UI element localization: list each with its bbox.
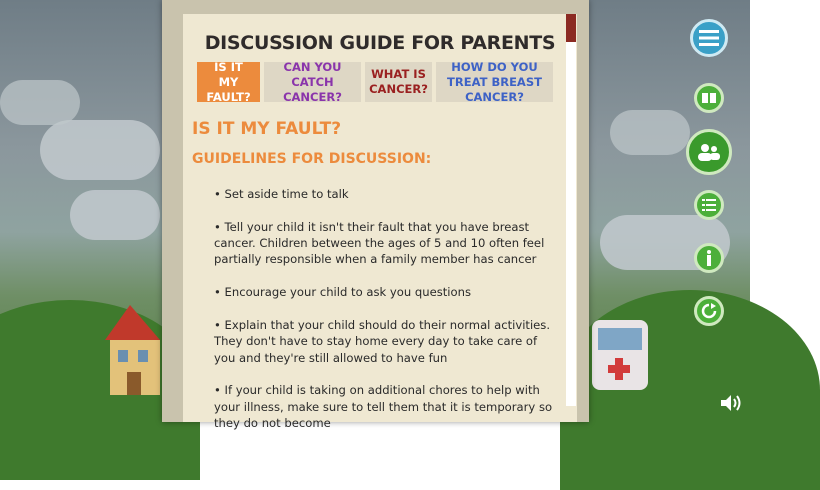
refresh-icon bbox=[701, 303, 717, 319]
cloud bbox=[0, 80, 80, 125]
info-icon bbox=[706, 250, 712, 266]
guide-panel[interactable] bbox=[183, 14, 577, 430]
tab-what-is-cancer[interactable]: WHAT IS CANCER? bbox=[365, 62, 432, 102]
refresh-button[interactable] bbox=[694, 296, 724, 326]
list-item: • Encourage your child to ask you questions bbox=[214, 285, 472, 300]
cloud bbox=[610, 110, 690, 155]
list-button[interactable] bbox=[694, 190, 724, 220]
cloud bbox=[70, 190, 160, 240]
people-icon bbox=[696, 142, 722, 162]
section-title: IS IT MY FAULT? bbox=[192, 119, 342, 139]
menu-button[interactable] bbox=[690, 19, 728, 57]
ambulance-illustration bbox=[590, 310, 650, 395]
book-button[interactable] bbox=[694, 83, 724, 113]
list-item: • If your child is taking on additional chores to help with your illness, make sure to tell them that it is temporary so they do not become bbox=[214, 383, 553, 430]
discussion-guide-button[interactable] bbox=[686, 129, 732, 175]
list-item: • Set aside time to talk bbox=[214, 187, 349, 201]
speaker-icon[interactable] bbox=[720, 393, 742, 413]
tab-how-do-you-treat-breast-cancer[interactable]: HOW DO YOU TREAT BREAST CANCER? bbox=[436, 62, 553, 102]
guidelines-list bbox=[214, 186, 559, 448]
list-icon bbox=[702, 199, 716, 211]
topic-tabs bbox=[197, 59, 553, 104]
tab-is-it-my-fault[interactable]: IS IT MY FAULT? bbox=[197, 62, 260, 102]
book-icon bbox=[701, 92, 717, 104]
list-item: • Explain that your child should do their normal activities. They don't have to stay home every day to take care of you and they're still allowed to have fun bbox=[214, 317, 551, 365]
house-illustration bbox=[100, 300, 170, 400]
menu-icon bbox=[699, 29, 719, 47]
list-item: • Tell your child it isn't their fault that you have breast cancer. Children between the ages of 5 and 10 often feel partially responsible when a family member has cancer bbox=[214, 219, 545, 267]
info-button[interactable] bbox=[694, 243, 724, 273]
scrollbar-track[interactable] bbox=[566, 14, 576, 406]
tab-can-you-catch-cancer[interactable]: CAN YOU CATCH CANCER? bbox=[264, 62, 361, 102]
page-title: DISCUSSION GUIDE FOR PARENTS bbox=[204, 32, 556, 54]
subsection-title: GUIDELINES FOR DISCUSSION: bbox=[192, 151, 432, 167]
scrollbar-thumb[interactable] bbox=[566, 14, 576, 42]
cloud bbox=[40, 120, 160, 180]
